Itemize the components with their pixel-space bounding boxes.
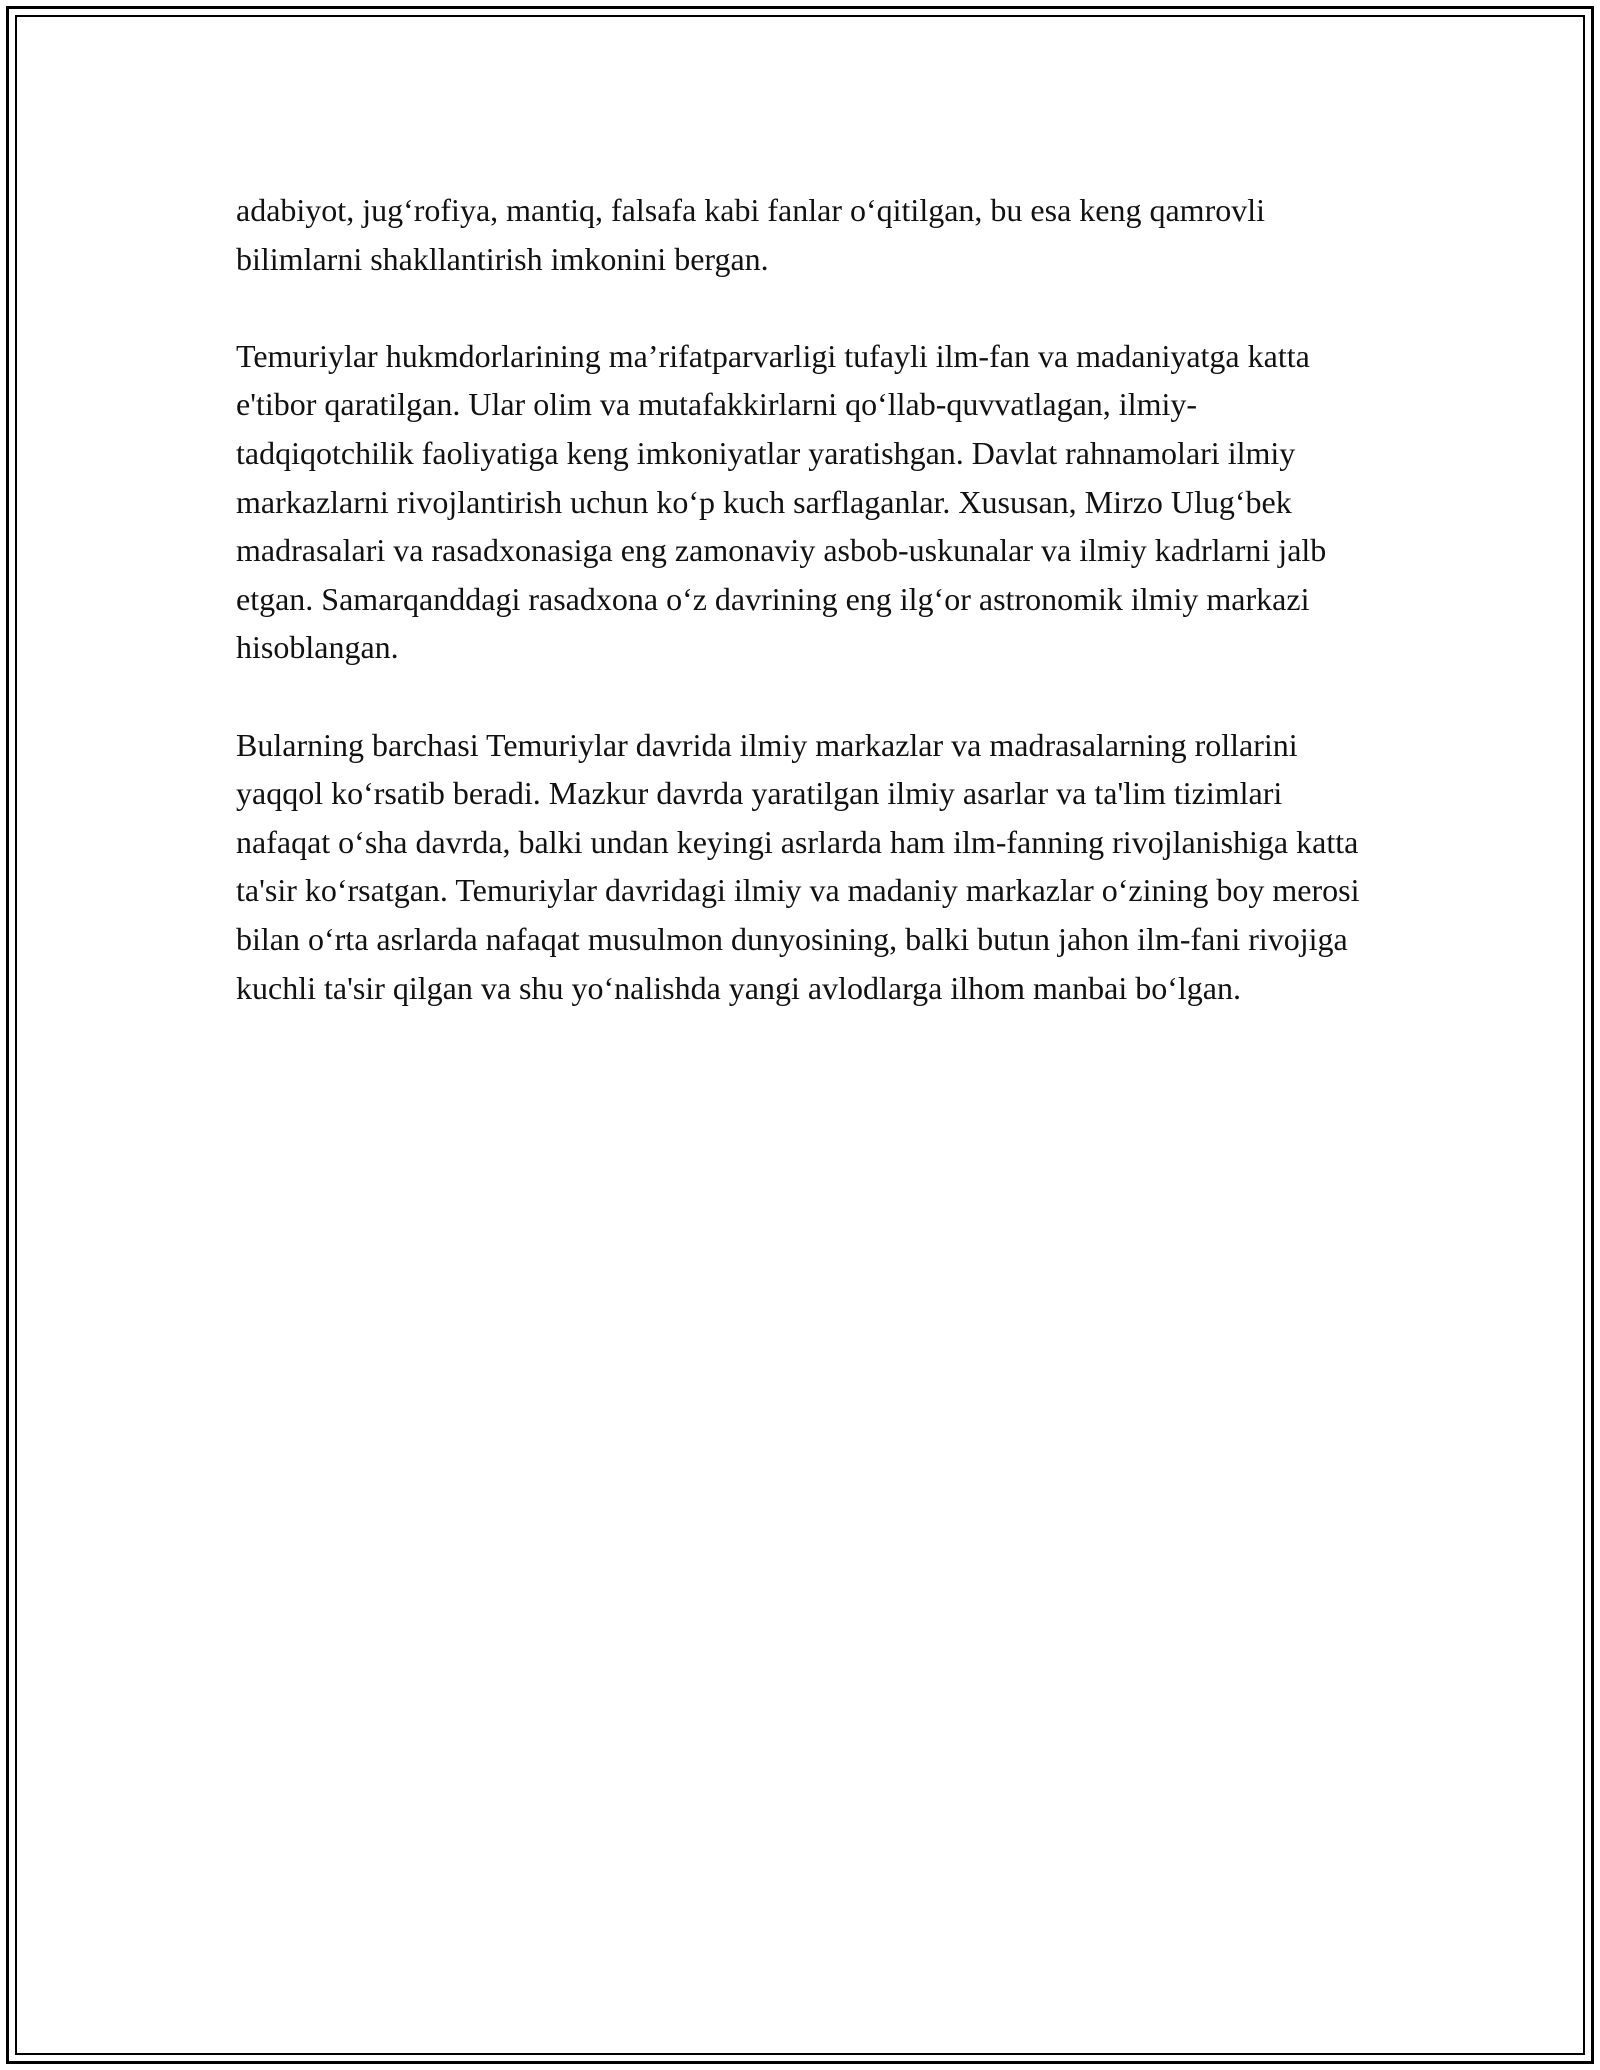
paragraph-2: Temuriylar hukmdorlarining ma’rifatparvarligi tufayli ilm-fan va madaniyatga katta e'tibor qaratilgan. Ular olim va mutafakkirlarni qo‘llab-quvvatlagan, ilmiy-tadqiqotchilik faoliyatiga keng imkoniyatlar yaratishgan. Davlat rahnamolari ilmiy markazlarni rivojlantirish uchun ko‘p kuch sarflaganlar. Xususan, Mirzo Ulug‘bek madrasalari va rasadxonasiga eng zamonaviy asbob-uskunalar va ilmiy kadrlarni jalb etgan. Samarqanddagi rasadxona o‘z davrining eng ilg‘or astronomik ilmiy markazi hisoblangan. bbox=[236, 337, 1327, 666]
paragraph-1: adabiyot, jug‘rofiya, mantiq, falsafa kabi fanlar o‘qitilgan, bu esa keng qamrovli bilimlarni shakllantirish imkonini bergan. bbox=[236, 192, 1265, 277]
document-body bbox=[236, 186, 1361, 1012]
paragraph-3: Bularning barchasi Temuriylar davrida ilmiy markazlar va madrasalarning rollarini yaqqol ko‘rsatib beradi. Mazkur davrda yaratilgan ilmiy asarlar va ta'lim tizimlari nafaqat o‘sha davrda, balki undan keyingi asrlarda ham ilm-fanning rivojlanishiga katta ta'sir ko‘rsatgan. Temuriylar davridagi ilmiy va madaniy markazlar o‘zining boy merosi bilan o‘rta asrlarda nafaqat musulmon dunyosining, balki butun jahon ilm-fani rivojiga kuchli ta'sir qilgan va shu yo‘nalishda yangi avlodlarga ilhom manbai bo‘lgan. bbox=[236, 726, 1360, 1006]
